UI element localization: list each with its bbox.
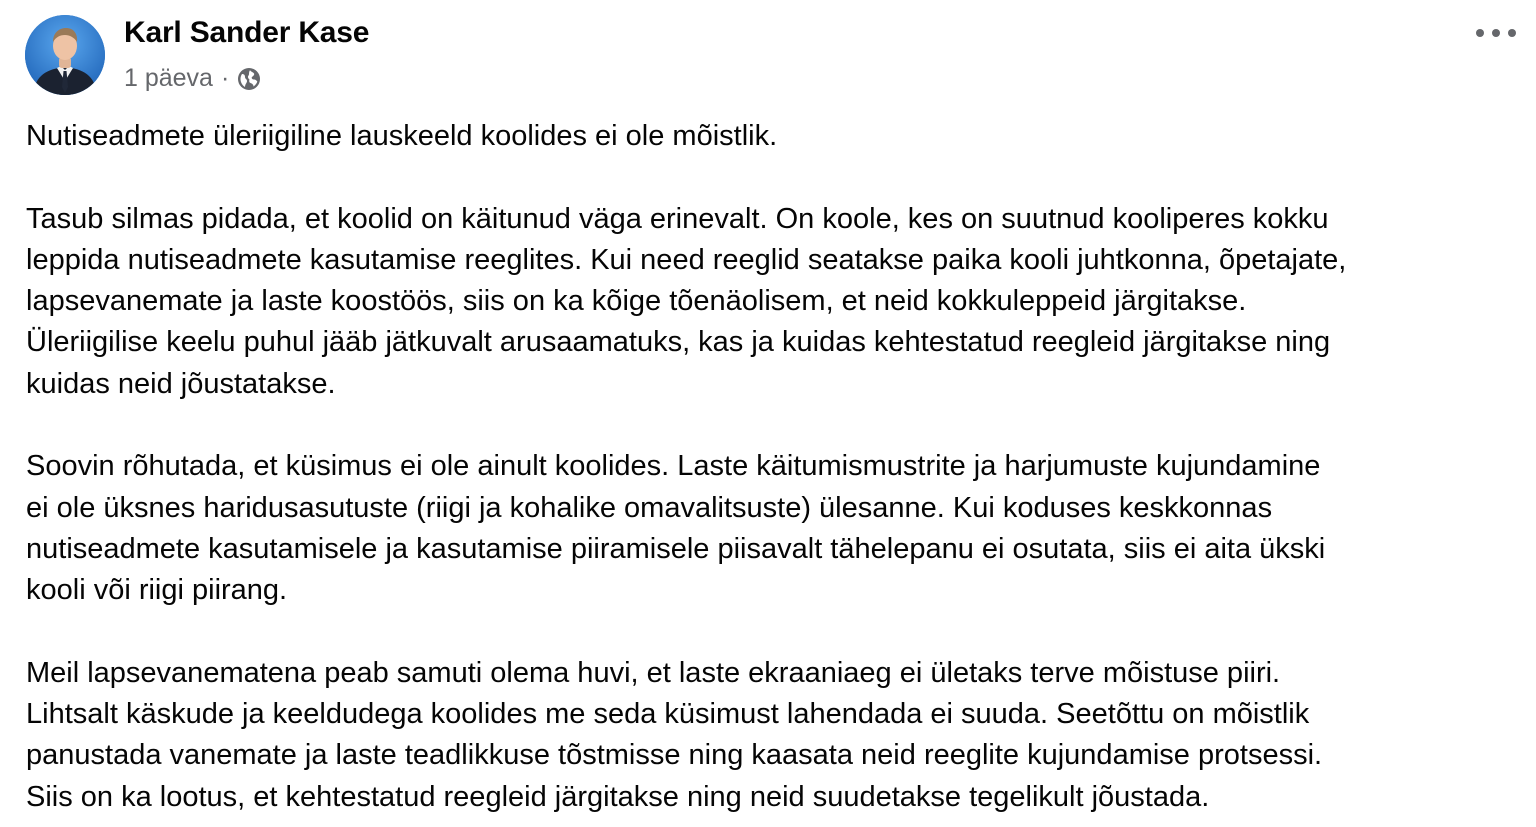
post-paragraph [26, 446, 1516, 611]
post-text-line: Meil lapsevanematena peab samuti olema huvi, et laste ekraaniaeg ei ületaks terve mõistuse piiri. [26, 656, 1281, 689]
post-text-line: kuidas neid jõustatakse. [26, 367, 336, 400]
post-body [26, 116, 1516, 818]
post-text-line: ei ole üksnes haridusasutuste (riigi ja kohalike omavalitsuste) ülesanne. Kui koduses keskkonnas [26, 491, 1273, 524]
post-paragraph [26, 116, 1516, 157]
post-text-line: Soovin rõhutada, et küsimus ei ole ainult koolides. Laste käitumismustrite ja harjumuste kujundamine [26, 450, 1321, 483]
more-options-button[interactable] [1470, 18, 1522, 48]
post-text-line: leppida nutiseadmete kasutamise reeglites. Kui need reeglid seatakse paika kooli juhtkonna, õpetajate, [26, 243, 1347, 276]
author-avatar[interactable] [25, 15, 105, 95]
post-text-line: panustada vanemate ja laste teadlikkuse tõstmisse ning kaasata neid reeglite kujundamise protsessi. [26, 739, 1323, 772]
post-text-line: Nutiseadmete üleriigiline lauskeeld koolides ei ole mõistlik. [26, 120, 778, 152]
post-text-line: Siis on ka lootus, et kehtestatud reegleid järgitakse ning neid suudetakse tegelikult jõustada. [26, 780, 1210, 813]
post-text-line: Lihtsalt käskude ja keeldudega koolides me seda küsimust lahendada ei suuda. Seetõttu on mõistlik [26, 698, 1310, 731]
post-text-line: Üleriigilise keelu puhul jääb jätkuvalt arusaamatuks, kas ja kuidas kehtestatud reegleid järgitakse ning [26, 326, 1331, 359]
post-paragraph [26, 199, 1516, 405]
post-paragraph [26, 653, 1516, 818]
post-text-line: kooli või riigi piirang. [26, 574, 288, 607]
post-header [0, 0, 1536, 110]
meta-separator: · [220, 63, 230, 92]
globe-icon[interactable] [237, 67, 261, 91]
profile-photo-icon [25, 15, 105, 95]
post-timestamp[interactable]: 1 päeva [124, 63, 213, 92]
post-meta [124, 62, 261, 94]
author-name[interactable]: Karl Sander Kase [124, 16, 370, 49]
post-text-line: Tasub silmas pidada, et koolid on käitunud väga erinevalt. On koole, kes on suutnud kooliperes kokku [26, 202, 1329, 235]
post-text-line: lapsevanemate ja laste koostöös, siis on ka kõige tõenäolisem, et neid kokkuleppeid järgitakse. [26, 285, 1247, 318]
more-options-icon [1474, 28, 1518, 38]
post-text-line: nutiseadmete kasutamisele ja kasutamise piiramisele piisavalt tähelepanu ei osutata, siis ei aita ükski [26, 532, 1326, 565]
